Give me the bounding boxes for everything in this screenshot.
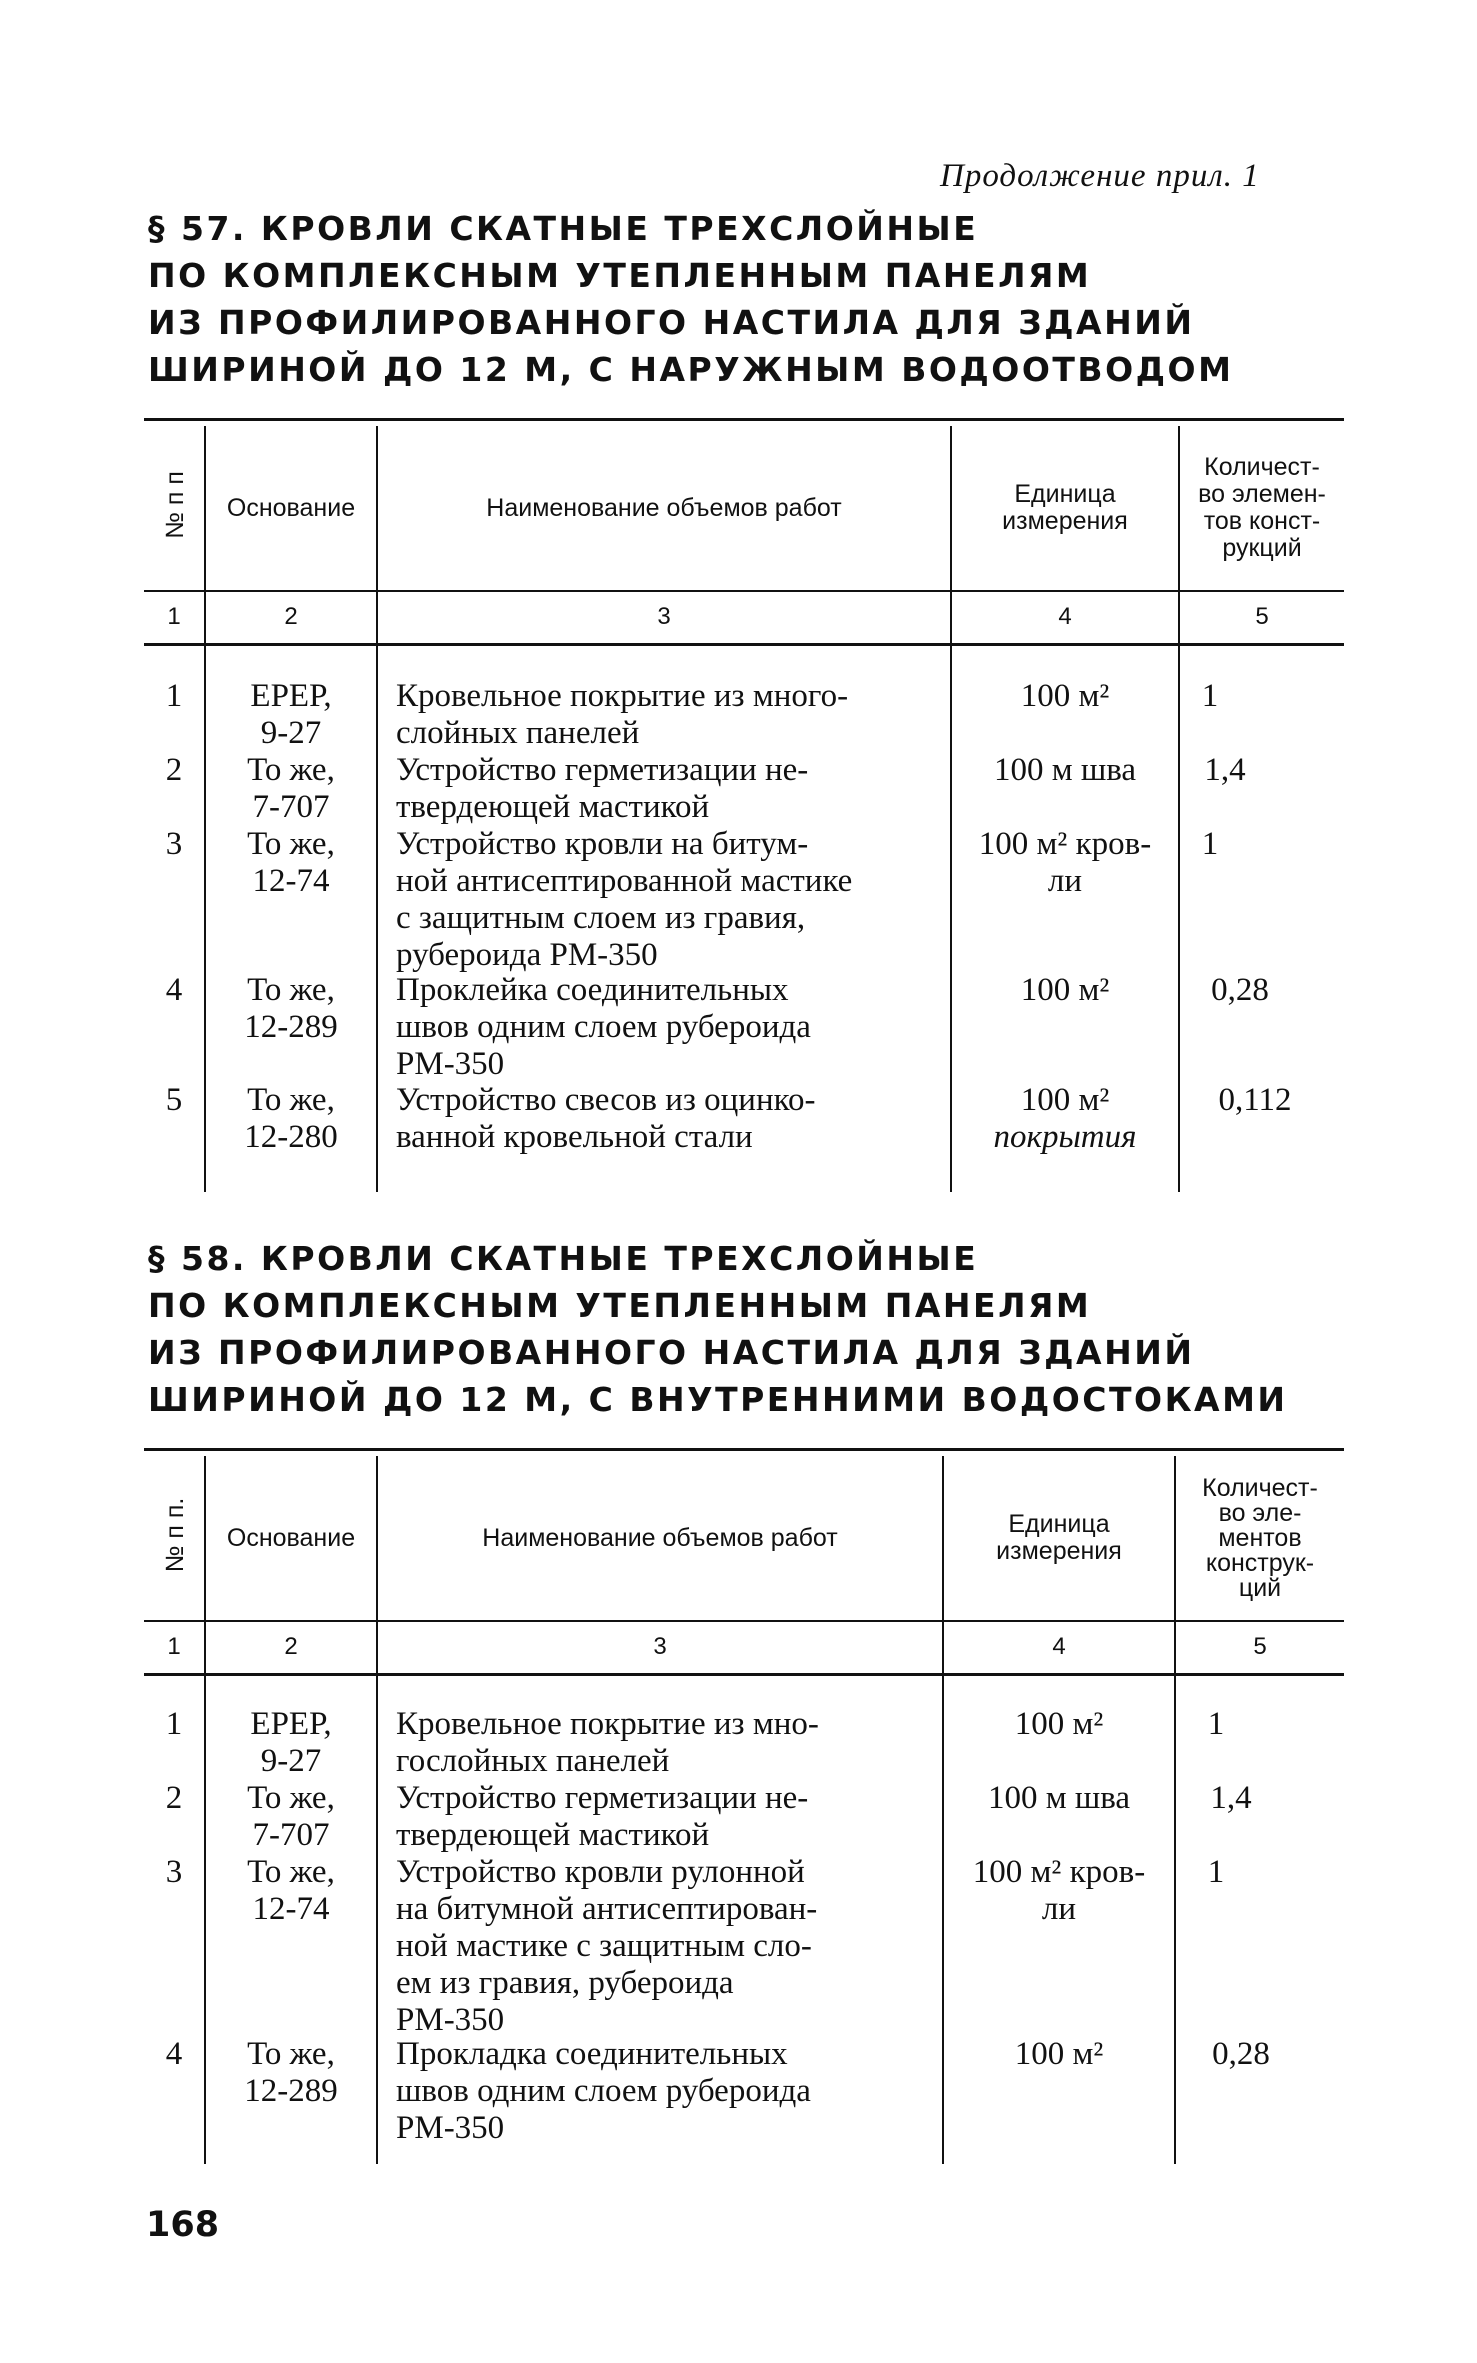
row-unit	[944, 2036, 1174, 2073]
header-qty-line: во элемен-	[1198, 480, 1326, 508]
unit-line: ли	[1041, 1891, 1077, 1927]
col-number: 5	[1253, 1633, 1267, 1660]
col-number: 3	[657, 603, 671, 630]
row-number: 3	[165, 826, 183, 862]
col-number: 3	[653, 1633, 667, 1660]
work-line: Устройство герметизации не-	[396, 752, 809, 788]
row-number: 4	[165, 2036, 183, 2072]
basis-line: То же,	[247, 1854, 335, 1890]
work-line: РМ-350	[396, 2110, 505, 2146]
row-number: 5	[165, 1082, 183, 1118]
header-qty-line: ментов	[1218, 1523, 1302, 1552]
row-number: 1	[165, 1706, 183, 1742]
numbers-rule	[144, 643, 1344, 646]
work-line: РМ-350	[396, 2002, 505, 2038]
col-number: 5	[1255, 603, 1269, 630]
row-basis	[206, 2036, 376, 2110]
row-unit	[952, 1082, 1178, 1156]
row-work	[396, 2036, 926, 2147]
header-qty-line: конструк-	[1205, 1548, 1315, 1577]
basis-line: То же,	[247, 1082, 335, 1118]
table-58	[144, 1448, 1344, 2164]
work-line: на битумной антисептирован-	[396, 1891, 818, 1927]
header-num: № п п	[161, 471, 189, 539]
work-line: ной антисептированной мастике	[396, 863, 853, 899]
work-line: РМ-350	[396, 1046, 505, 1082]
work-line: Устройство кровли рулонной	[396, 1854, 805, 1890]
table-top-rule	[144, 1448, 1344, 1451]
work-line: Кровельное покрытие из мно-	[396, 1706, 819, 1742]
work-line: Устройство свесов из оцинко-	[396, 1082, 816, 1118]
row-work	[396, 972, 932, 1083]
header-unit-line: Единица	[1008, 1510, 1110, 1538]
header-qty-line: тов конст-	[1203, 507, 1321, 535]
unit-line: покрытия	[993, 1119, 1137, 1155]
header-basis: Основание	[226, 493, 356, 522]
header-unit-line: измерения	[1002, 507, 1128, 535]
row-qty: 0,28	[1211, 972, 1269, 1008]
work-line: швов одним слоем рубероида	[396, 2073, 811, 2109]
row-basis	[206, 1854, 376, 1928]
row-work	[396, 1780, 926, 1854]
basis-line: То же,	[247, 2036, 335, 2072]
col-number: 1	[167, 603, 181, 630]
basis-line: 12-280	[244, 1119, 338, 1155]
basis-line: То же,	[247, 972, 335, 1008]
basis-line: То же,	[247, 752, 335, 788]
unit-line: 100 м²	[1020, 1082, 1110, 1118]
header-qty-line: Количест-	[1202, 1473, 1318, 1502]
unit-line: 100 м²	[1014, 2036, 1104, 2072]
row-number: 2	[165, 752, 183, 788]
row-unit	[944, 1780, 1174, 1817]
title-line: ИЗ ПРОФИЛИРОВАННОГО НАСТИЛА ДЛЯ ЗДАНИЙ	[148, 303, 1195, 342]
header-unit-line: Единица	[1014, 480, 1116, 508]
work-line: ванной кровельной стали	[396, 1119, 753, 1155]
col-number: 4	[1052, 1633, 1066, 1660]
row-unit	[944, 1706, 1174, 1743]
unit-line: 100 м шва	[993, 752, 1137, 788]
row-qty: 1	[1207, 1706, 1225, 1742]
basis-line: 9-27	[260, 715, 322, 751]
work-line: ем из гравия, рубероида	[396, 1965, 734, 2001]
row-qty: 0,112	[1218, 1082, 1292, 1118]
header-unit-line: измерения	[996, 1537, 1122, 1565]
basis-line: То же,	[247, 826, 335, 862]
basis-line: ЕРЕР,	[250, 1706, 332, 1742]
header-basis: Основание	[226, 1523, 356, 1552]
col-number: 4	[1058, 603, 1072, 630]
row-basis	[206, 826, 376, 900]
title-line: § 57. КРОВЛИ СКАТНЫЕ ТРЕХСЛОЙНЫЕ	[148, 209, 979, 248]
row-basis	[206, 1706, 376, 1780]
row-basis	[206, 678, 376, 752]
header-qty-line: рукций	[1222, 534, 1302, 562]
header-rule	[144, 1620, 1344, 1622]
unit-line: 100 м² кров-	[972, 1854, 1146, 1890]
continuation-note: Продолжение прил. 1	[940, 158, 1260, 194]
work-line: твердеющей мастикой	[396, 1817, 710, 1853]
row-work	[396, 1082, 932, 1156]
col-number: 1	[167, 1633, 181, 1660]
header-num: № п п.	[161, 1497, 189, 1573]
row-qty: 1,4	[1204, 752, 1246, 788]
work-line: с защитным слоем из гравия,	[396, 900, 806, 936]
row-unit	[944, 1854, 1174, 1928]
row-number: 4	[165, 972, 183, 1008]
row-unit	[952, 826, 1178, 900]
row-unit	[952, 972, 1178, 1009]
header-unit	[944, 1458, 1174, 1618]
col-number: 2	[284, 1633, 298, 1660]
basis-line: 7-707	[252, 1817, 330, 1853]
row-basis	[206, 752, 376, 826]
work-line: гослойных панелей	[396, 1743, 670, 1779]
col-number: 2	[284, 603, 298, 630]
header-work: Наименование объемов работ	[482, 1523, 838, 1552]
basis-line: ЕРЕР,	[250, 678, 332, 714]
row-qty: 1	[1207, 1854, 1225, 1890]
work-line: Устройство кровли на битум-	[396, 826, 809, 862]
row-number: 2	[165, 1780, 183, 1816]
work-line: рубероида РМ-350	[396, 937, 658, 973]
row-work	[396, 1706, 926, 1780]
header-work: Наименование объемов работ	[486, 493, 842, 522]
work-line: ной мастике с защитным сло-	[396, 1928, 812, 1964]
header-unit	[952, 428, 1178, 588]
table-top-rule	[144, 418, 1344, 421]
row-qty: 1	[1201, 826, 1219, 862]
basis-line: То же,	[247, 1780, 335, 1816]
title-line: ПО КОМПЛЕКСНЫМ УТЕПЛЕННЫМ ПАНЕЛЯМ	[148, 256, 1092, 295]
row-work	[396, 678, 932, 752]
row-number: 3	[165, 1854, 183, 1890]
title-line: ИЗ ПРОФИЛИРОВАННОГО НАСТИЛА ДЛЯ ЗДАНИЙ	[148, 1333, 1195, 1372]
title-line: ШИРИНОЙ ДО 12 М, С ВНУТРЕННИМИ ВОДОСТОКАМИ	[148, 1380, 1288, 1419]
title-line: ПО КОМПЛЕКСНЫМ УТЕПЛЕННЫМ ПАНЕЛЯМ	[148, 1286, 1092, 1325]
work-line: Прокладка соединительных	[396, 2036, 788, 2072]
basis-line: 9-27	[260, 1743, 322, 1779]
row-unit	[952, 678, 1178, 715]
row-unit	[952, 752, 1178, 789]
numbers-rule	[144, 1673, 1344, 1676]
unit-line: 100 м²	[1020, 678, 1110, 714]
header-qty-line: во эле-	[1218, 1498, 1302, 1527]
work-line: твердеющей мастикой	[396, 789, 710, 825]
table-57	[144, 418, 1344, 1192]
header-qty-line: ций	[1238, 1573, 1282, 1602]
header-qty	[1176, 1458, 1344, 1618]
page-number: 168	[146, 2205, 220, 2245]
basis-line: 12-74	[252, 863, 330, 899]
row-number: 1	[165, 678, 183, 714]
header-rule	[144, 590, 1344, 592]
section-57-title	[148, 205, 1233, 393]
unit-line: ли	[1047, 863, 1083, 899]
work-line: Устройство герметизации не-	[396, 1780, 809, 1816]
basis-line: 12-289	[244, 1009, 338, 1045]
unit-line: 100 м² кров-	[978, 826, 1152, 862]
row-qty: 1,4	[1210, 1780, 1252, 1816]
row-qty: 0,28	[1212, 2036, 1270, 2072]
title-line: § 58. КРОВЛИ СКАТНЫЕ ТРЕХСЛОЙНЫЕ	[148, 1239, 979, 1278]
work-line: швов одним слоем рубероида	[396, 1009, 811, 1045]
row-qty: 1	[1201, 678, 1219, 714]
work-line: Кровельное покрытие из много-	[396, 678, 849, 714]
row-work	[396, 826, 932, 974]
work-line: слойных панелей	[396, 715, 640, 751]
row-basis	[206, 972, 376, 1046]
row-basis	[206, 1082, 376, 1156]
title-line: ШИРИНОЙ ДО 12 М, С НАРУЖНЫМ ВОДООТВОДОМ	[148, 350, 1234, 389]
unit-line: 100 м²	[1020, 972, 1110, 1008]
row-basis	[206, 1780, 376, 1854]
section-58-title	[148, 1235, 1288, 1423]
header-qty	[1180, 428, 1344, 588]
basis-line: 7-707	[252, 789, 330, 825]
row-work	[396, 752, 932, 826]
basis-line: 12-289	[244, 2073, 338, 2109]
unit-line: 100 м шва	[987, 1780, 1131, 1816]
header-qty-line: Количест-	[1204, 453, 1320, 481]
basis-line: 12-74	[252, 1891, 330, 1927]
unit-line: 100 м²	[1014, 1706, 1104, 1742]
row-work	[396, 1854, 926, 2039]
work-line: Проклейка соединительных	[396, 972, 789, 1008]
